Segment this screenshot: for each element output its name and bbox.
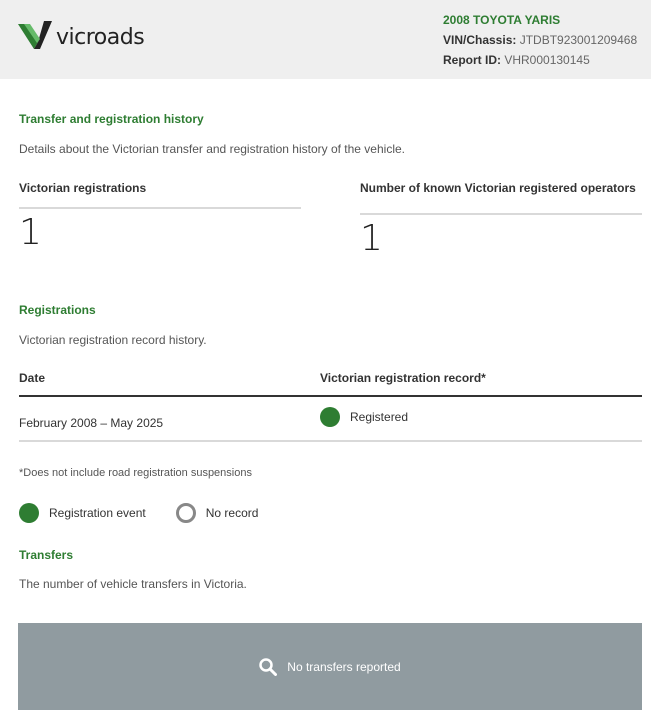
registration-event-legend-icon (19, 503, 39, 523)
vehicle-info (443, 10, 637, 70)
search-icon (259, 658, 277, 676)
vehicle-title: 2008 TOYOTA YARIS (443, 13, 561, 27)
vicroads-logo[interactable] (18, 20, 144, 50)
report-id-label: Report ID: (443, 53, 501, 67)
no-transfers-panel (18, 623, 642, 710)
registrations-divider (19, 207, 301, 209)
row-date: February 2008 – May 2025 (19, 416, 164, 430)
table-row (19, 397, 642, 442)
vin-label: VIN/Chassis: (443, 33, 517, 47)
registrations-count-value: 1 (19, 212, 42, 253)
report-id-value: VHR000130145 (504, 53, 590, 67)
registrations-description: Victorian registration record history. (19, 333, 207, 347)
registrations-title: Registrations (19, 303, 96, 317)
legend-no-record (176, 503, 259, 523)
legend-registration-event (19, 503, 146, 523)
report-header (0, 0, 651, 79)
footnote: *Does not include road registration suspensions (19, 467, 252, 479)
vin-row (443, 30, 637, 50)
registrations-count-label: Victorian registrations (19, 181, 147, 195)
report-id-row (443, 50, 637, 70)
header-record: Victorian registration record* (320, 371, 486, 385)
registration-event-icon (320, 407, 340, 427)
row-record (320, 407, 408, 427)
no-transfers-message: No transfers reported (287, 659, 401, 674)
transfers-description: The number of vehicle transfers in Victoria. (19, 577, 247, 591)
vin-value: JTDBT923001209468 (519, 33, 638, 47)
operators-count-value: 1 (360, 218, 383, 259)
vicroads-logo-icon (18, 20, 54, 50)
history-description: Details about the Victorian transfer and registration history of the vehicle. (19, 142, 405, 156)
legend-none-label: No record (205, 506, 259, 520)
logo-text: vicroads (56, 24, 145, 50)
history-title: Transfer and registration history (19, 112, 204, 126)
operators-divider (360, 213, 642, 215)
header-date: Date (19, 371, 46, 385)
row-status: Registered (350, 410, 409, 424)
registrations-table-header (19, 371, 642, 397)
legend-event-label: Registration event (49, 506, 146, 520)
transfers-title: Transfers (19, 548, 74, 562)
legend (19, 503, 288, 523)
operators-count-label: Number of known Victorian registered operators (360, 181, 636, 195)
no-record-legend-icon (176, 503, 196, 523)
